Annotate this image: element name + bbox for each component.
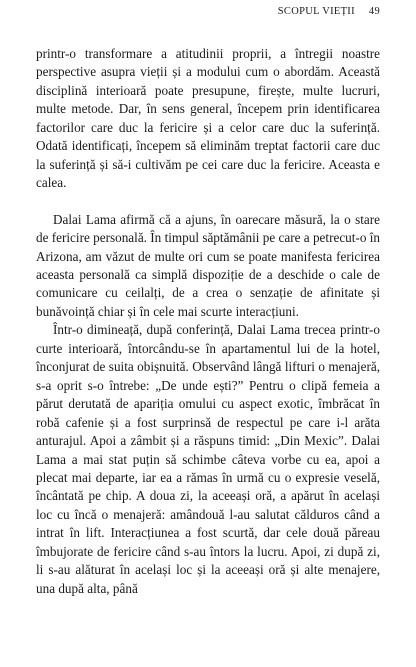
paragraph: Dalai Lama afirmă că a ajuns, în oarecare măsură, la o stare de fericire personală. În timpul săptămânii pe care a petrecut-o în Arizona, am văzut de multe ori cum se poate manifesta fericirea aceasta personală ca simplă dispoziție de a deschide o cale de comunicare cu ceilalți, de a crea o senzație de afinitate și bunăvoință chiar și în cele mai scurte interacțiuni.	[36, 211, 380, 319]
body-text	[36, 45, 380, 598]
paragraph: Într-o dimineață, după conferință, Dalai Lama trecea printr-o curte interioară, întorcându-se în apartamentul lui de la hotel, înconjurat de suita obișnuită. Observând lângă lifturi o menajeră, s-a oprit s-o întrebe: „De unde ești?” Pentru o clipă femeia a părut derutată de apariția omului cu aspect exotic, îmbrăcat în robă cafenie și a fost surprinsă de respectul pe care i-l arăta anturajul. Apoi a zâmbit și a răspuns timid: „Din Mexic”. Dalai Lama a mai stat puțin să schimbe câteva vorbe cu ea, apoi a plecat mai departe, iar ea a rămas în urmă cu o expresie veselă, încântată pe chip. A doua zi, la aceeași oră, a apărut în același loc cu încă o menajeră: amândouă l-au salutat călduros când a intrat în lift. Interacțiunea a fost scurtă, dar cele două păreau îmbujorate de fericire când s-au întors la lucru. Apoi, zi după zi, li s-au alăturat în același loc și la aceeași oră și alte menajere, una după alta, până	[36, 322, 380, 596]
running-title: SCOPUL VIEȚII	[277, 6, 355, 17]
running-header	[278, 6, 380, 17]
page-number: 49	[368, 6, 380, 17]
paragraph-continued: printr-o transformare a atitudinii proprii, a întregii noastre perspective asupra vieții și a modului cum o abordăm. Această disciplină interioară poate presupune, firește, multe lucruri, multe metode. Dar, în sens general, începem prin identificarea factorilor care duc la fericire și a celor care duc la suferință. Odată identificați, începem să eliminăm treptat factorii care duc la suferință și să-i cultivăm pe cei care duc la fericire. Aceasta e calea.	[36, 46, 380, 191]
